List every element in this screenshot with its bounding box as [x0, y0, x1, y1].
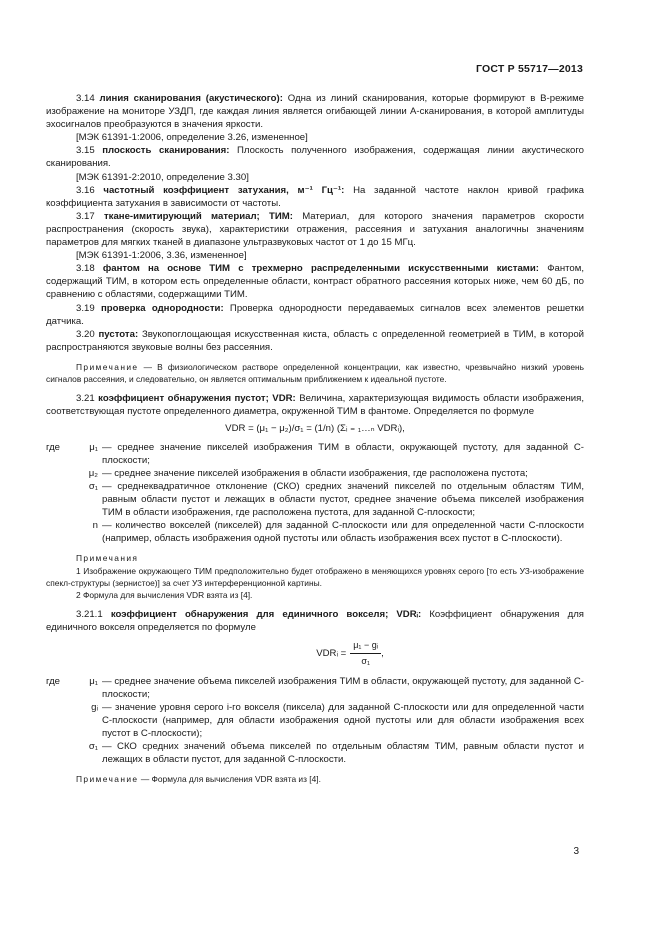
formula-numerator: μ₁ − gᵢ — [350, 639, 381, 654]
symbol: μ₁ — [89, 441, 98, 453]
note-label: Примечание — [76, 361, 139, 372]
formula-lhs: VDRᵢ = — [316, 648, 347, 660]
term: линия сканирования (акустического): — [99, 93, 283, 104]
vdri-formula — [116, 639, 584, 668]
page-number: 3 — [573, 846, 579, 857]
symbol-description: — среднее значение пикселей изображения ТИМ в области, окружающей пустоту, для заданной С-плоскости; — [102, 441, 584, 466]
note: Примечание — Формула для вычисления VDR взята из [4]. — [76, 774, 321, 785]
symbol-description: — среднеквадратичное отклонение (СКО) средних значений пикселей по отдельным областям ТИМ, равным области пустот и лежащих в области пустот, среднее значение объема пикселей изображения ТИМ в области изображения, где расположена пустота, для заданной С-плоскости; — [102, 480, 584, 519]
symbol: gᵢ — [91, 701, 98, 713]
notes-label: Примечания — [76, 553, 139, 564]
definition-3-16: 3.16 частотный коэффициент затухания, м⁻¹ Гц⁻¹: На заданной частоте наклон кривой графика коэффициента затухания в зависимости от частоты. — [46, 184, 584, 209]
reference: [МЭК 61391-1:2006, 3.36, измененное] — [76, 250, 247, 262]
where-label: где — [46, 675, 61, 687]
definition-3-14: 3.14 линия сканирования (акустического): Одна из линий сканирования, которые формируют в В-режиме изображение на мониторе УЗДП, где каждая линия является огибающей линии А-сканирования, в которой амплитуды эхосигналов преобразуются в значения яркости. — [46, 93, 585, 131]
document-header: ГОСТ Р 55717—2013 — [475, 63, 583, 75]
definition-3-18: 3.18 фантом на основе ТИМ с трехмерно распределенными искусственными кистами: Фантом, содержащий ТИМ, в котором есть определенные области, контраст обратного рассеяния которых ниже, чем 60 дБ, по сравнению с областями, содержащими ТИМ. — [46, 263, 584, 301]
formula-denominator: σ₁ — [361, 656, 370, 667]
term: проверка однородности: — [100, 302, 224, 314]
definition-3-21: 3.21 коэффициент обнаружения пустот; VDR: Величина, характеризующая видимость области изображения, соответствующая пустоте определенного диаметра, окруженной ТИМ в фантоме. Определяется по формуле — [46, 393, 584, 418]
definition-3-15: 3.15 плоскость сканирования: Плоскость полученного изображения, содержащая линии акустического сканирования. — [46, 145, 584, 170]
note-label: Примечание — [76, 774, 139, 785]
reference: [МЭК 61391-2:2010, определение 3.30] — [76, 171, 249, 183]
note-item: 2 Формула для вычисления VDR взята из [4]. — [76, 589, 253, 600]
reference: [МЭК 61391-1:2006, определение 3.26, измененное] — [76, 132, 308, 144]
where-label: где — [46, 441, 61, 453]
term: плоскость сканирования: — [102, 145, 230, 157]
note: Примечание — В физиологическом растворе определенной концентрации, как известно, чрезвычайно низкий уровень сигналов рассеяния, и следовательно, он является оптимальным приближением к идеальной пустоте. — [46, 361, 584, 385]
document-body — [46, 92, 584, 785]
definition-3-21-1: 3.21.1 коэффициент обнаружения для единичного вокселя; VDRᵢ: Коэффициент обнаружения для единичного вокселя определяется по формуле — [46, 609, 585, 634]
symbol: n — [92, 520, 98, 532]
symbol-description: — среднее значение пикселей изображения в области изображения, где расположена пустота; — [102, 467, 528, 479]
term: пустота: — [98, 328, 139, 340]
term: коэффициент обнаружения пустот; VDR: — [98, 393, 296, 405]
symbol-description: — количество вокселей (пикселей) для заданной С-плоскости или для определенной части С-плоскости (например, область изображения одной пустоты или область изображения всех пустот в С-плоскости). — [102, 520, 584, 545]
symbol-description: — значение уровня серого i-го вокселя (пиксела) для заданной С-плоскости или для определенной части С-плоскости (например, для области изображения одной пустоты или для области изображения всех пустот в С-плоскости); — [102, 701, 584, 739]
term: коэффициент обнаружения для единичного вокселя; VDRᵢ: — [110, 609, 422, 621]
formula-fraction — [350, 639, 381, 668]
formula-tail: , — [381, 648, 384, 660]
symbol-description: — СКО средних значений объема пикселей по отдельным областям ТИМ, равным области пустот и лежащих в области пустот, для заданной С-плоскости. — [102, 740, 584, 766]
symbol: μ₂ — [88, 467, 98, 479]
definition-3-20: 3.20 пустота: Звукопоглощающая искусственная киста, область с определенной геометрией в ТИМ, в которой распространяются звуковые волны без рассеяния. — [46, 328, 585, 353]
term: частотный коэффициент затухания, м⁻¹ Гц⁻¹: — [103, 184, 345, 196]
symbol: σ₁ — [88, 480, 98, 492]
term: фантом на основе ТИМ с трехмерно распределенными искусственными кистами: — [102, 263, 539, 275]
symbol: σ₁ — [88, 740, 98, 752]
symbol: μ₁ — [89, 675, 98, 687]
term: ткане-имитирующий материал; ТИМ: — [103, 210, 293, 222]
note-item: 1 Изображение окружающего ТИМ предположительно будет отображено в меняющихся уровнях серого [то есть УЗ-изображение спекл-структуры (зернистое)] за счет УЗ интерференционной картины. — [46, 565, 584, 588]
symbol-description: — среднее значение объема пикселей изображения ТИМ в области, окружающей пустоту, для заданной С-плоскости; — [102, 675, 584, 700]
definition-3-19: 3.19 проверка однородности: Проверка однородности передаваемых сигналов всех элементов решетки датчика. — [46, 302, 584, 327]
variable-definitions — [46, 441, 584, 546]
vdr-formula: VDR = (μ₁ − μ₂)/σ₁ = (1/n) (Σᵢ ₌ ₁…ₙ VDRᵢ), — [225, 423, 405, 435]
variable-definitions — [46, 675, 584, 767]
definition-3-17: 3.17 ткане-имитирующий материал; ТИМ: Материал, для которого значения параметров скорости распространения (скорость звука), характеристики отражения, рассеяния и затухания аналогичны значениям параметров для мягких тканей в диапазоне ультразвуковых частот от 1 до 15 МГц. — [46, 210, 584, 249]
